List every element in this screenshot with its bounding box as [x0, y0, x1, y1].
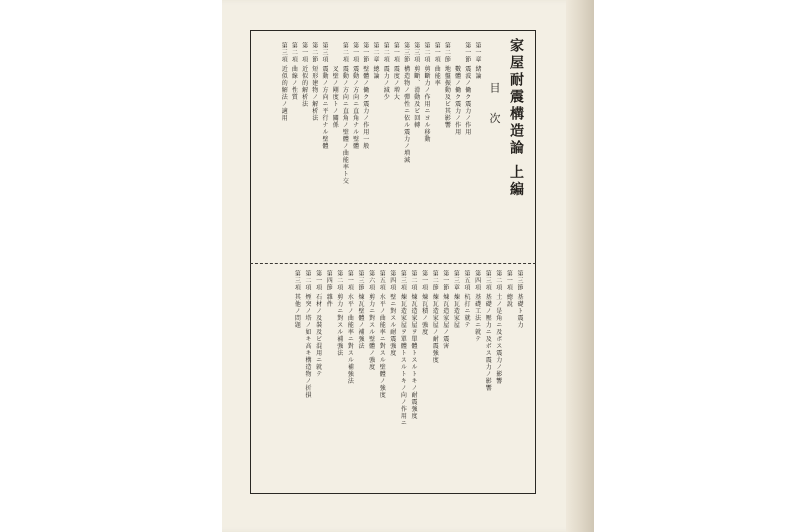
- toc-entry: 第一項 煉瓦積ノ強度: [420, 270, 428, 336]
- toc-entry: 第二節 短形建物ノ解析法: [310, 42, 318, 122]
- toc-entry: 第一項 曲能率: [433, 42, 441, 87]
- page-divider-line: [250, 263, 536, 264]
- toc-entry: 第六項 剪力ニ對スル壁體ノ強度: [367, 270, 375, 371]
- toc-entry: 第一項 震動ノ方向ニ直角ナル壁體: [351, 42, 359, 150]
- toc-entry: 第二項 剪力ニ對スル補強法: [335, 270, 343, 357]
- toc-entry: 第一章 緒論: [474, 42, 481, 80]
- toc-entry: 第二項 煙突ノ塔ノ如キ高キ構造物ノ折損: [304, 270, 311, 399]
- toc-entry: 第三章 煉瓦造家屋: [452, 270, 460, 329]
- toc-entry: 第五項 水平ノ曲能率ニ對スル壁體ノ強度: [378, 270, 386, 399]
- toc-entry: 第三節 煉瓦壁體ノ補強法: [357, 270, 364, 350]
- toc-entry: 數體ノ働ク震力ノ作用: [453, 42, 461, 136]
- toc-entry: 第一項 總說: [505, 270, 513, 308]
- toc-entry: 第二項 土ノ是角ニ及ボス震力ノ影響: [494, 270, 502, 385]
- toc-entry: 第三節 基礎ト震力: [516, 270, 523, 329]
- toc-entry: 第三項 煉瓦造家屋ヲ單體トスルトキノ向ノ作用ニ: [399, 270, 407, 427]
- toc-entry: 第三節 構造物ノ彈性ニ依ル震力ノ増減: [402, 42, 410, 164]
- toc-entry: 第二項 震力ノ減少: [382, 42, 390, 101]
- toc-entry: 第一項 石材ノ及裝及ビ混用ニ就テ: [314, 270, 322, 378]
- toc-entry: 第三項 震動ノ方向ニ平行ナル壁體: [321, 42, 328, 150]
- contents-heading: 目 次: [488, 82, 501, 132]
- toc-entry: 第五項 杭打ニ就テ: [463, 270, 470, 329]
- toc-entry: 第一節 震波ノ働ク震力ノ作用: [463, 42, 471, 136]
- toc-entry: 第一節 壁體ノ働ク震力ノ作用一般: [361, 42, 369, 150]
- toc-entry: 第二項 震動ノ方向ニ直角ノ壁體ノ曲能率ト交: [341, 42, 349, 185]
- toc-entry: 第三項 近似的解法ノ適用: [280, 42, 288, 122]
- toc-entry: 第四項 壁ニ對スル耐震強度: [388, 270, 396, 357]
- toc-entry: 第二項 剪斷力ノ作用ニヨル移動: [423, 42, 430, 143]
- toc-entry: 叉壁ノ剛度トノ關係: [331, 42, 339, 129]
- toc-entry: 第二節 地盤振動及ビ其影響: [443, 42, 451, 129]
- toc-entry: 第二節 煉瓦造家屋ノ耐震強度: [431, 270, 439, 364]
- toc-entry: 第四節 雜件: [325, 270, 333, 308]
- page-edge-shadow: [566, 0, 594, 532]
- toc-entry: 第二章 總論: [372, 42, 379, 80]
- toc-entry: 第三項 其他ノ問題: [293, 270, 301, 329]
- toc-entry: 第二項 煉瓦造家屋ヲ單體トスルトキノ耐震強度: [410, 270, 417, 420]
- toc-entry: 第二項 曲線ノ性質: [290, 42, 298, 101]
- toc-entry: 第一節 煉瓦造家屋ノ震害: [441, 270, 449, 350]
- toc-entry: 第四項 基礎工法ニ就テ: [473, 270, 481, 343]
- toc-entry: 第三項 基礎ノ壓力ニ及ボス震力ノ影響: [484, 270, 492, 392]
- toc-entry: 第一項 近似的解析法: [300, 42, 308, 108]
- book-title: 家屋耐震構造論 上編: [508, 38, 524, 199]
- toc-entry: 第一項 震度ノ増大: [392, 42, 400, 101]
- toc-entry: 第三項 剪斷、滑動及ビ回轉: [412, 42, 420, 129]
- toc-entry: 第一項 水平ノ曲能率ニ對スル補強法: [346, 270, 354, 385]
